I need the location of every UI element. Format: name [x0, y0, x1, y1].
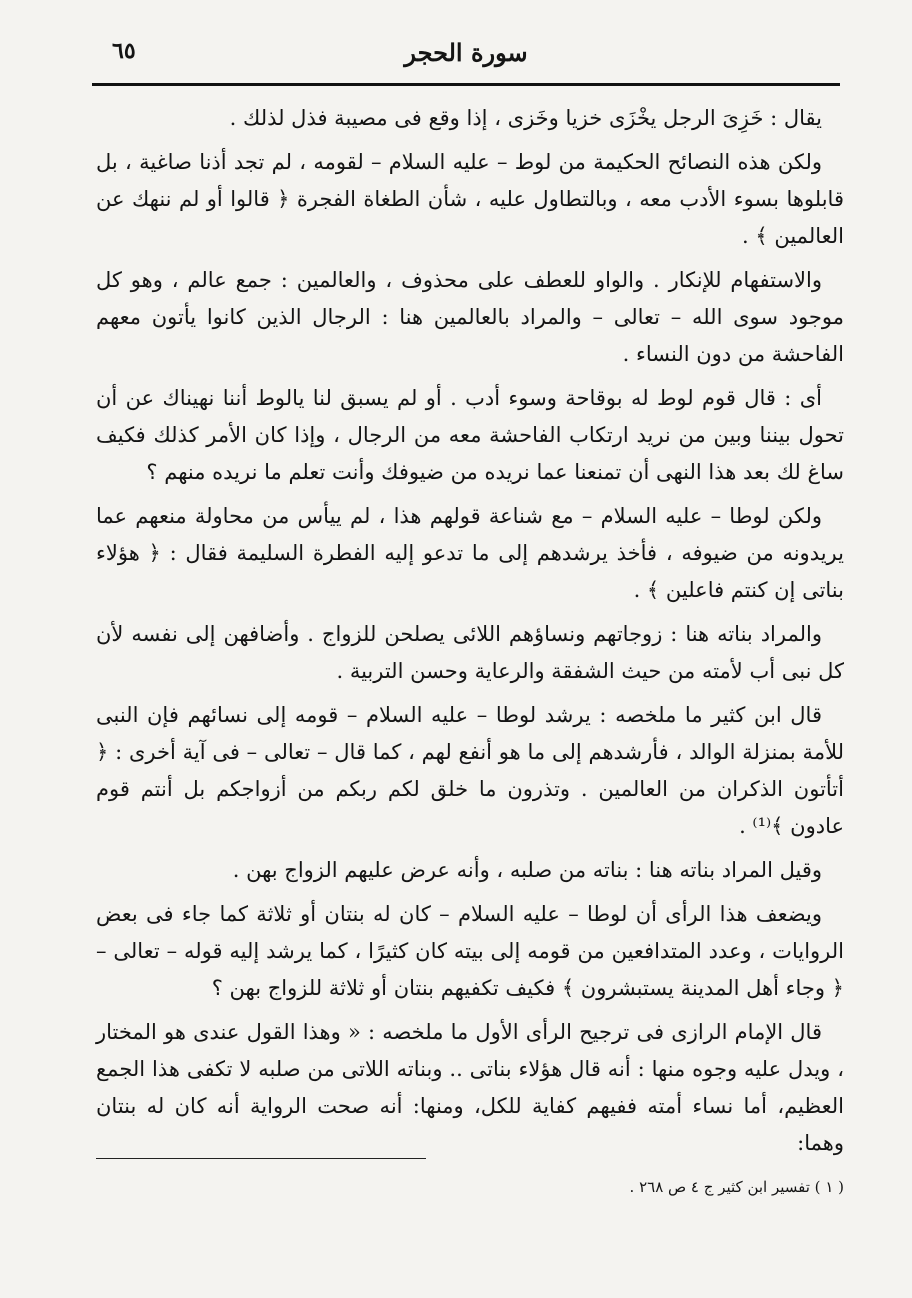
- footnote-rule: [96, 1158, 426, 1159]
- paragraph: والمراد بناته هنا : زوجاتهم ونساؤهم اللائى يصلحن للزواج . وأضافهن إلى نفسه لأن كل نبى أب لأمته من حيث الشفقة والرعاية وحسن التربية .: [96, 622, 844, 683]
- page-header: [92, 30, 840, 86]
- body-text: [96, 100, 844, 1169]
- page-number: ٦٥: [112, 38, 136, 64]
- paragraph: ويضعف هذا الرأى أن لوطا – عليه السلام – كان له بنتان أو ثلاثة كما جاء فى بعض الروايات ، وعدد المتدافعين من قومه إلى بيته كان كثيرًا ، كما يرشد إليه قوله – تعالى – ﴿ وجاء أهل المدينة يستبشرون ﴾ فكيف تكفيهم بنتان أو ثلاثة للزواج بهن ؟: [96, 902, 844, 1000]
- footnote: ( ١ ) تفسير ابن كثير ج ٤ ص ٢٦٨ .: [629, 1178, 844, 1196]
- paragraph: قال الإمام الرازى فى ترجيح الرأى الأول ما ملخصه : « وهذا القول عندى هو المختار ، ويدل عليه وجوه منها : أنه قال هؤلاء بناتى .. وبناته اللاتى من صلبه لا تكفى هذا الجمع العظيم، أما نساء أمته ففيهم كفاية للكل، ومنها: أنه صحت الرواية أنه كان له بنتان وهما:: [96, 1020, 844, 1155]
- paragraph: ولكن لوطا – عليه السلام – مع شناعة قولهم هذا ، لم ييأس من محاولة منعهم عما يريدونه من ضيوفه ، فأخذ يرشدهم إلى ما تدعو إليه الفطرة السليمة فقال : ﴿ هؤلاء بناتى إن كنتم فاعلين ﴾ .: [96, 504, 844, 602]
- paragraph: وقيل المراد بناته هنا : بناته من صلبه ، وأنه عرض عليهم الزواج بهن .: [232, 858, 822, 882]
- paragraph: قال ابن كثير ما ملخصه : يرشد لوطا – عليه السلام – قومه إلى نسائهم فإن النبى للأمة بمنزلة الوالد ، فأرشدهم إلى ما هو أنفع لهم ، كما قال – تعالى – فى آية أخرى : ﴿ أتأتون الذكران من العالمين . وتذرون ما خلق لكم ربكم من أزواجكم بل أنتم قوم عادون ﴾⁽¹⁾ .: [96, 703, 844, 838]
- paragraph: ولكن هذه النصائح الحكيمة من لوط – عليه السلام – لقومه ، لم تجد أذنا صاغية ، بل قابلوها بسوء الأدب معه ، وبالتطاول عليه ، شأن الطغاة الفجرة ﴿ قالوا أو لم ننهك عن العالمين ﴾ .: [96, 150, 844, 248]
- paragraph: أى : قال قوم لوط له بوقاحة وسوء أدب . أو لم يسبق لنا يالوط أننا نهيناك عن أن تحول بيننا وبين من نريد ارتكاب الفاحشة معه من الرجال ، وإذا كان الأمر كذلك فكيف ساغ لك بعد هذا النهى أن تمنعنا عما نريده من ضيوفك وأنت تعلم ما نريده منهم ؟: [96, 386, 844, 484]
- header-rule: [92, 83, 840, 86]
- paragraph: والاستفهام للإنكار . والواو للعطف على محذوف ، والعالمين : جمع عالم ، وهو كل موجود سوى الله – تعالى – والمراد بالعالمين هنا : الرجال الذين كانوا يأتون معهم الفاحشة من دون النساء .: [96, 268, 844, 366]
- surah-title: سورة الحجر: [404, 38, 528, 67]
- paragraph: يقال : خَزِىَ الرجل يخْزَى خزيا وخَزى ، إذا وقع فى مصيبة فذل لذلك .: [229, 106, 822, 130]
